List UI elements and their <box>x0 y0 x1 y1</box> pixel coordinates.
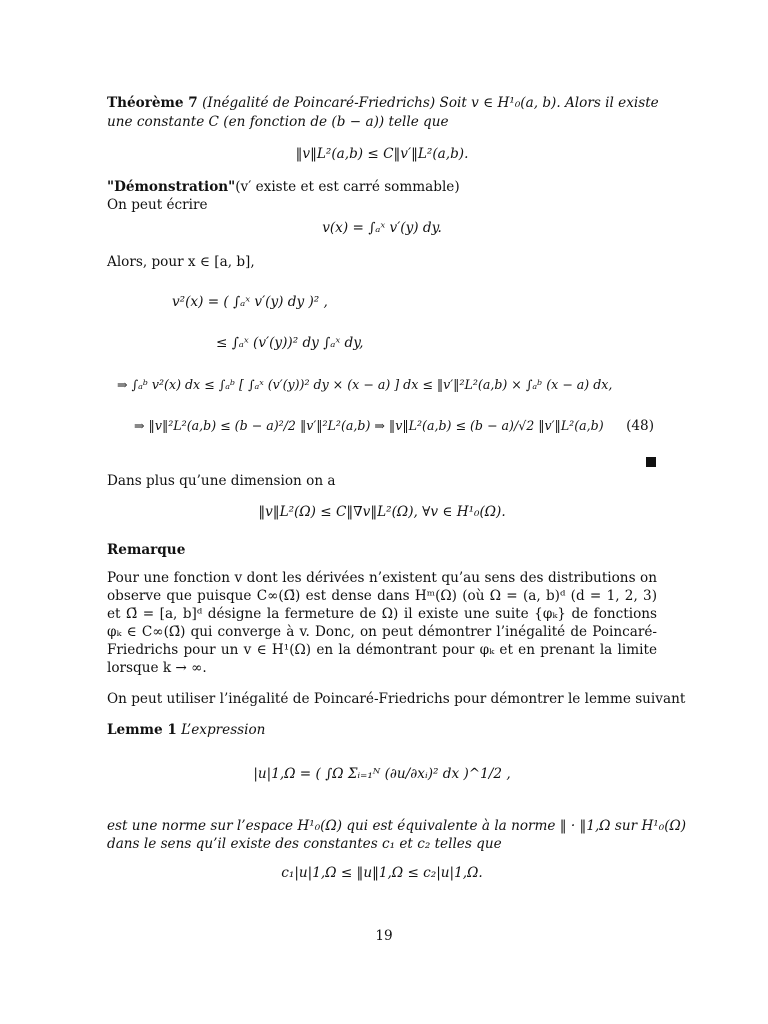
proof-hint: (v′ existe et est carré sommable) <box>235 179 460 195</box>
multi-dim-text: Dans plus qu’une dimension on a <box>107 473 336 489</box>
equation-line-2: ≤ ∫ₐˣ (v′(y))² dy ∫ₐˣ dy, <box>216 335 364 351</box>
theorem-inequality: ‖v‖L²(a,b) ≤ C‖v′‖L²(a,b). <box>295 146 469 162</box>
remark-line: observe que puisque C∞(Ω̄) est dense dans Hᵐ(Ω) (où Ω = (a, b)ᵈ (d = 1, 2, 3) <box>107 588 657 604</box>
theorem-label: Théorème 7 <box>107 95 198 111</box>
lemma-intro: L’expression <box>181 722 266 738</box>
theorem-statement-2: une constante C (en fonction de (b − a)) telle que <box>107 114 449 130</box>
remark-line: et Ω̄ = [a, b]ᵈ désigne la fermeture de Ω) il existe une suite {φₖ} de fonctions <box>107 606 657 622</box>
proof-header <box>107 178 657 196</box>
theorem-line-1 <box>107 94 657 112</box>
qed-square <box>646 457 656 467</box>
equation-line-4: ⇒ ‖v‖²L²(a,b) ≤ (b − a)²/2 ‖v′‖²L²(a,b) ⇒ ‖v‖L²(a,b) ≤ (b − a)/√2 ‖v′‖L²(a,b) <box>134 418 604 433</box>
proof-intro: On peut écrire <box>107 197 208 213</box>
lemma-inequality: c₁|u|1,Ω ≤ ‖u‖1,Ω ≤ c₂|u|1,Ω. <box>281 865 483 881</box>
equation-line-1: v²(x) = ( ∫ₐˣ v′(y) dy )² , <box>172 294 328 310</box>
lemma-line-1: est une norme sur l’espace H¹₀(Ω) qui est équivalente à la norme ‖ · ‖1,Ω sur H¹₀(Ω) <box>107 818 687 834</box>
theorem-title: (Inégalité de Poincaré-Friedrichs) <box>202 95 436 111</box>
equation-v: v(x) = ∫ₐˣ v′(y) dy. <box>322 220 442 236</box>
lemma-label: Lemme 1 <box>107 722 177 738</box>
multi-dim-inequality: ‖v‖L²(Ω) ≤ C‖∇v‖L²(Ω), ∀v ∈ H¹₀(Ω). <box>258 504 506 520</box>
remark-line: Friedrichs pour un v ∈ H¹(Ω) en la démontrant pour φₖ et en prenant la limite <box>107 642 657 658</box>
equation-line-3: ⇒ ∫ₐᵇ v²(x) dx ≤ ∫ₐᵇ [ ∫ₐˣ (v′(y))² dy × (x − a) ] dx ≤ ‖v′‖²L²(a,b) × ∫ₐᵇ (x − a) dx, <box>117 377 613 392</box>
remark-line: φₖ ∈ C∞(Ω̄) qui converge à v. Donc, on peut démontrer l’inégalité de Poincaré- <box>107 624 657 640</box>
proof-then: Alors, pour x ∈ [a, b], <box>107 254 255 270</box>
lemma-header <box>107 721 657 739</box>
remark-followup: On peut utiliser l’inégalité de Poincaré-Friedrichs pour démontrer le lemme suivant <box>107 691 686 707</box>
equation-number: (48) <box>626 418 654 434</box>
lemma-line-2: dans le sens qu’il existe des constantes c₁ et c₂ telles que <box>107 836 502 852</box>
theorem-statement-1: Soit v ∈ H¹₀(a, b). Alors il existe <box>439 95 659 111</box>
remark-line: Pour une fonction v dont les dérivées n’existent qu’au sens des distributions on <box>107 570 657 586</box>
page-number: 19 <box>375 928 393 944</box>
lemma-formula: |u|1,Ω = ( ∫Ω Σᵢ₌₁ᴺ (∂u/∂xᵢ)² dx )^1/2 , <box>253 766 511 782</box>
proof-label: "Démonstration" <box>107 179 236 195</box>
remark-line: lorsque k → ∞. <box>107 660 207 676</box>
remark-heading: Remarque <box>107 542 186 558</box>
